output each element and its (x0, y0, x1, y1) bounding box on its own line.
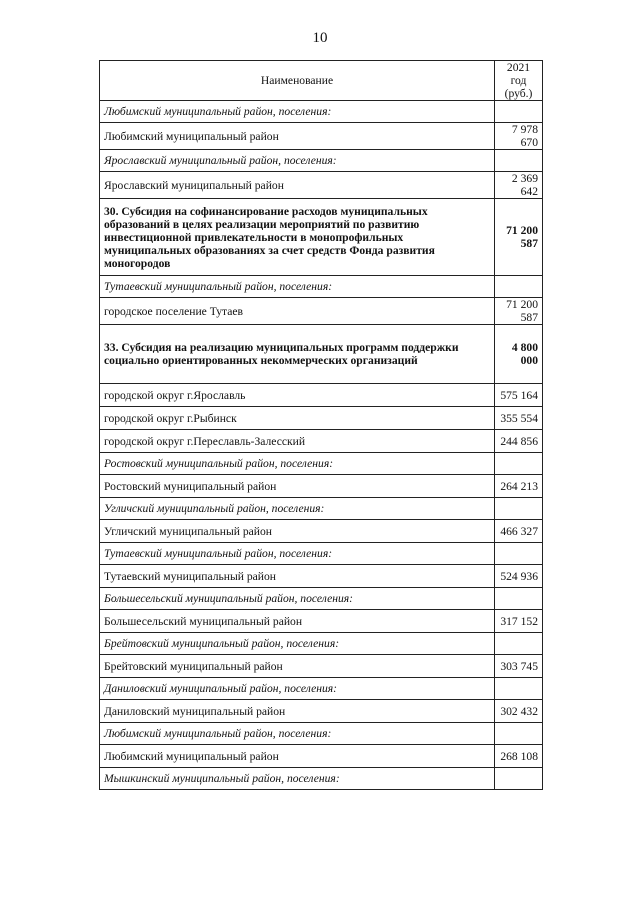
page-number: 10 (312, 30, 328, 46)
row-amount-cell (495, 101, 543, 123)
row-amount-cell: 302 432 (495, 700, 543, 723)
row-name-cell: Ярославский муниципальный район, поселения: (100, 150, 495, 172)
row-name-cell: Любимский муниципальный район (100, 745, 495, 768)
row-amount-cell: 71 200 587 (495, 199, 543, 276)
row-amount-cell: 4 800 000 (495, 325, 543, 384)
row-name-cell: Тутаевский муниципальный район, поселения: (100, 543, 495, 565)
table-row (100, 520, 543, 543)
column-header-name: Наименование (100, 61, 495, 101)
row-amount-cell: 268 108 (495, 745, 543, 768)
row-amount-cell (495, 498, 543, 520)
row-amount-cell: 7 978 670 (495, 123, 543, 150)
row-name-cell: городской округ г.Рыбинск (100, 407, 495, 430)
row-name-cell: Брейтовский муниципальный район (100, 655, 495, 678)
table-header-row (100, 61, 543, 101)
row-amount-cell (495, 678, 543, 700)
table-row (100, 565, 543, 588)
row-name-cell: Брейтовский муниципальный район, поселения: (100, 633, 495, 655)
region-heading-row (100, 276, 543, 298)
table-row (100, 384, 543, 407)
table-row (100, 430, 543, 453)
table-row (100, 610, 543, 633)
budget-table (99, 60, 543, 790)
region-heading-row (100, 723, 543, 745)
row-amount-cell: 355 554 (495, 407, 543, 430)
row-amount-cell (495, 723, 543, 745)
row-name-cell: Большесельский муниципальный район (100, 610, 495, 633)
row-name-cell: Любимский муниципальный район, поселения: (100, 101, 495, 123)
row-amount-cell (495, 633, 543, 655)
table-row (100, 745, 543, 768)
row-name-cell: Ростовский муниципальный район, поселения: (100, 453, 495, 475)
row-amount-cell: 524 936 (495, 565, 543, 588)
table-row (100, 407, 543, 430)
row-name-cell: Любимский муниципальный район (100, 123, 495, 150)
region-heading-row (100, 678, 543, 700)
row-name-cell: Мышкинский муниципальный район, поселения: (100, 768, 495, 790)
row-amount-cell: 264 213 (495, 475, 543, 498)
region-heading-row (100, 101, 543, 123)
row-name-cell: Ростовский муниципальный район (100, 475, 495, 498)
row-amount-cell: 71 200 587 (495, 298, 543, 325)
region-heading-row (100, 498, 543, 520)
row-amount-cell (495, 150, 543, 172)
row-name-cell: 33. Субсидия на реализацию муниципальных программ поддержки социально ориентированных некоммерческих организаций (100, 325, 495, 384)
row-amount-cell: 2 369 642 (495, 172, 543, 199)
table-row (100, 123, 543, 150)
row-name-cell: Угличский муниципальный район, поселения: (100, 498, 495, 520)
region-heading-row (100, 768, 543, 790)
column-header-amount: 2021 год (руб.) (495, 61, 543, 101)
row-name-cell: Даниловский муниципальный район (100, 700, 495, 723)
row-name-cell: Тутаевский муниципальный район (100, 565, 495, 588)
row-amount-cell (495, 543, 543, 565)
row-amount-cell (495, 588, 543, 610)
table-row (100, 475, 543, 498)
subsidy-row (100, 199, 543, 276)
table-row (100, 298, 543, 325)
row-amount-cell: 244 856 (495, 430, 543, 453)
region-heading-row (100, 150, 543, 172)
row-name-cell: Тутаевский муниципальный район, поселения: (100, 276, 495, 298)
row-name-cell: городской округ г.Переславль-Залесский (100, 430, 495, 453)
region-heading-row (100, 588, 543, 610)
row-amount-cell: 303 745 (495, 655, 543, 678)
row-name-cell: Любимский муниципальный район, поселения: (100, 723, 495, 745)
row-amount-cell: 466 327 (495, 520, 543, 543)
row-name-cell: Большесельский муниципальный район, поселения: (100, 588, 495, 610)
row-name-cell: Даниловский муниципальный район, поселения: (100, 678, 495, 700)
row-amount-cell: 317 152 (495, 610, 543, 633)
row-amount-cell (495, 453, 543, 475)
table-row (100, 700, 543, 723)
subsidy-row (100, 325, 543, 384)
table-row (100, 172, 543, 199)
row-name-cell: 30. Субсидия на софинансирование расходов муниципальных образований в целях реализации мероприятий по развитию инвестиционной привлекательности в монопрофильных муниципальных образованиях за счет средств Фонда развития моногородов (100, 199, 495, 276)
row-name-cell: Угличский муниципальный район (100, 520, 495, 543)
region-heading-row (100, 633, 543, 655)
region-heading-row (100, 543, 543, 565)
table-row (100, 655, 543, 678)
row-name-cell: Ярославский муниципальный район (100, 172, 495, 199)
row-amount-cell: 575 164 (495, 384, 543, 407)
row-amount-cell (495, 276, 543, 298)
region-heading-row (100, 453, 543, 475)
row-name-cell: городской округ г.Ярославль (100, 384, 495, 407)
row-amount-cell (495, 768, 543, 790)
row-name-cell: городское поселение Тутаев (100, 298, 495, 325)
